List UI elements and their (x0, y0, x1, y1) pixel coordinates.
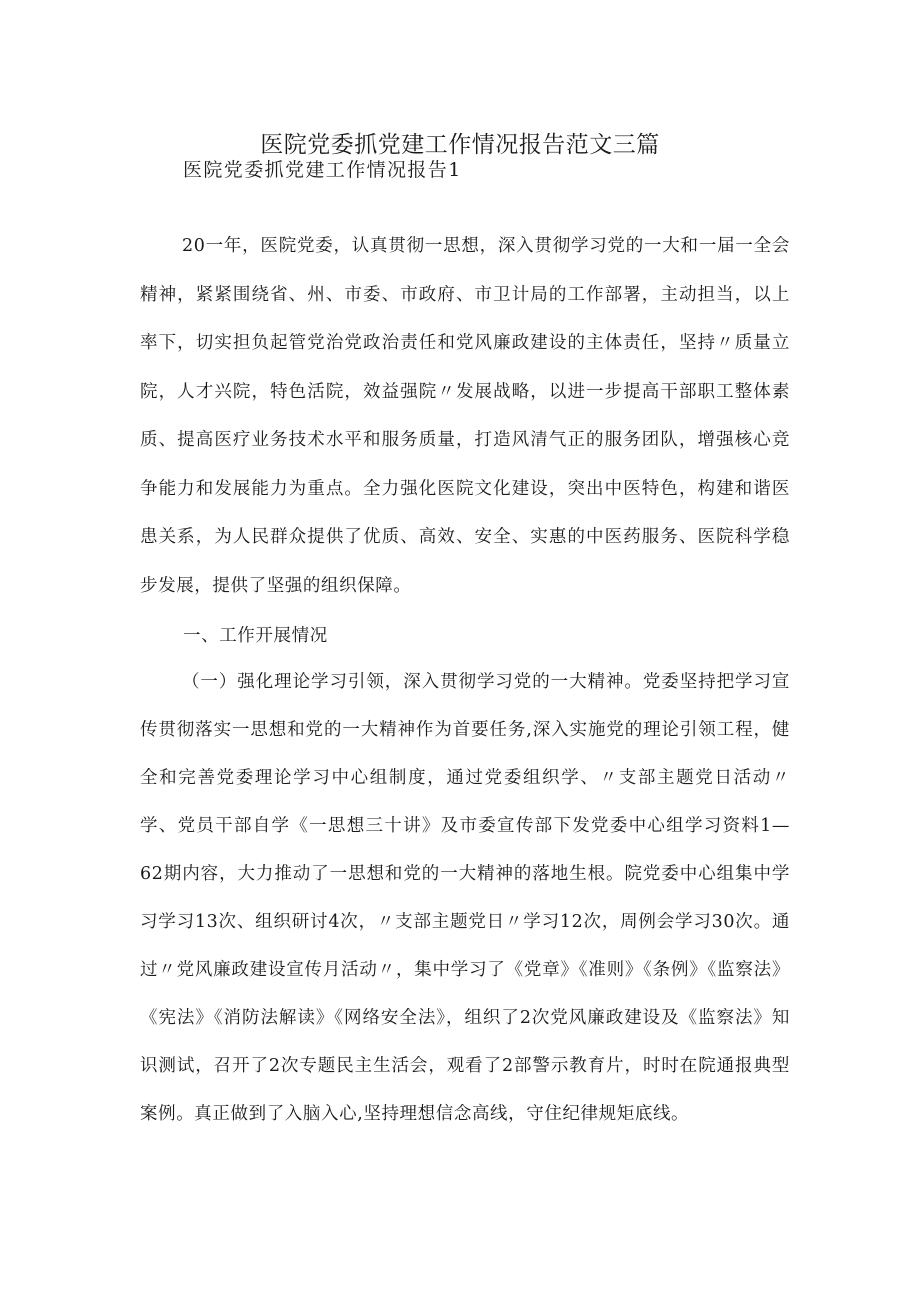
report-subtitle: 医院党委抓党建工作情况报告1 (183, 159, 462, 181)
document-title: 医院党委抓党建工作情况报告范文三篇 (260, 132, 660, 158)
section-paragraph: （一）强化理论学习引领，深入贯彻学习党的一大精神。党委坚持把学习宣传贯彻落实一思想和党的一大精神作为首要任务,深入实施党的理论引领工程，健全和完善党委理论学习中心组制度，通过党委组织学、〃支部主题党日活动〃学、党员干部自学《一思想三十讲》及市委宣传部下发党委中心组学习资料1—62期内容，大力推动了一思想和党的一大精神的落地生根。院党委中心组集中学习学习13次、组织研讨4次，〃支部主题党日〃学习12次，周例会学习30次。通过〃党风廉政建设宣传月活动〃，集中学习了《党章》《准则》《条例》《监察法》《宪法》《消防法解读》《网络安全法》，组织了2次党风廉政建设及《监察法》知识测试，召开了2次专题民主生活会，观看了2部警示教育片，时时在院通报典型案例。真正做到了入脑入心,坚持理想信念高线，守住纪律规矩底线。 (140, 672, 790, 1124)
section-heading: 一、工作开展情况 (183, 626, 328, 646)
intro-paragraph: 20一年，医院党委，认真贯彻一思想，深入贯彻学习党的一大和一届一全会精神，紧紧围绕省、州、市委、市政府、市卫计局的工作部署，主动担当，以上率下，切实担负起管党治党政治责任和党风廉政建设的主体责任，坚持〃质量立院，人才兴院，特色活院，效益强院〃发展战略，以进一步提高干部职工整体素质、提高医疗业务技术水平和服务质量，打造风清气正的服务团队，增强核心竞争能力和发展能力为重点。全力强化医院文化建设，突出中医特色，构建和谐医患关系，为人民群众提供了优质、高效、安全、实惠的中医药服务、医院科学稳步发展，提供了坚强的组织保障。 (140, 236, 790, 596)
